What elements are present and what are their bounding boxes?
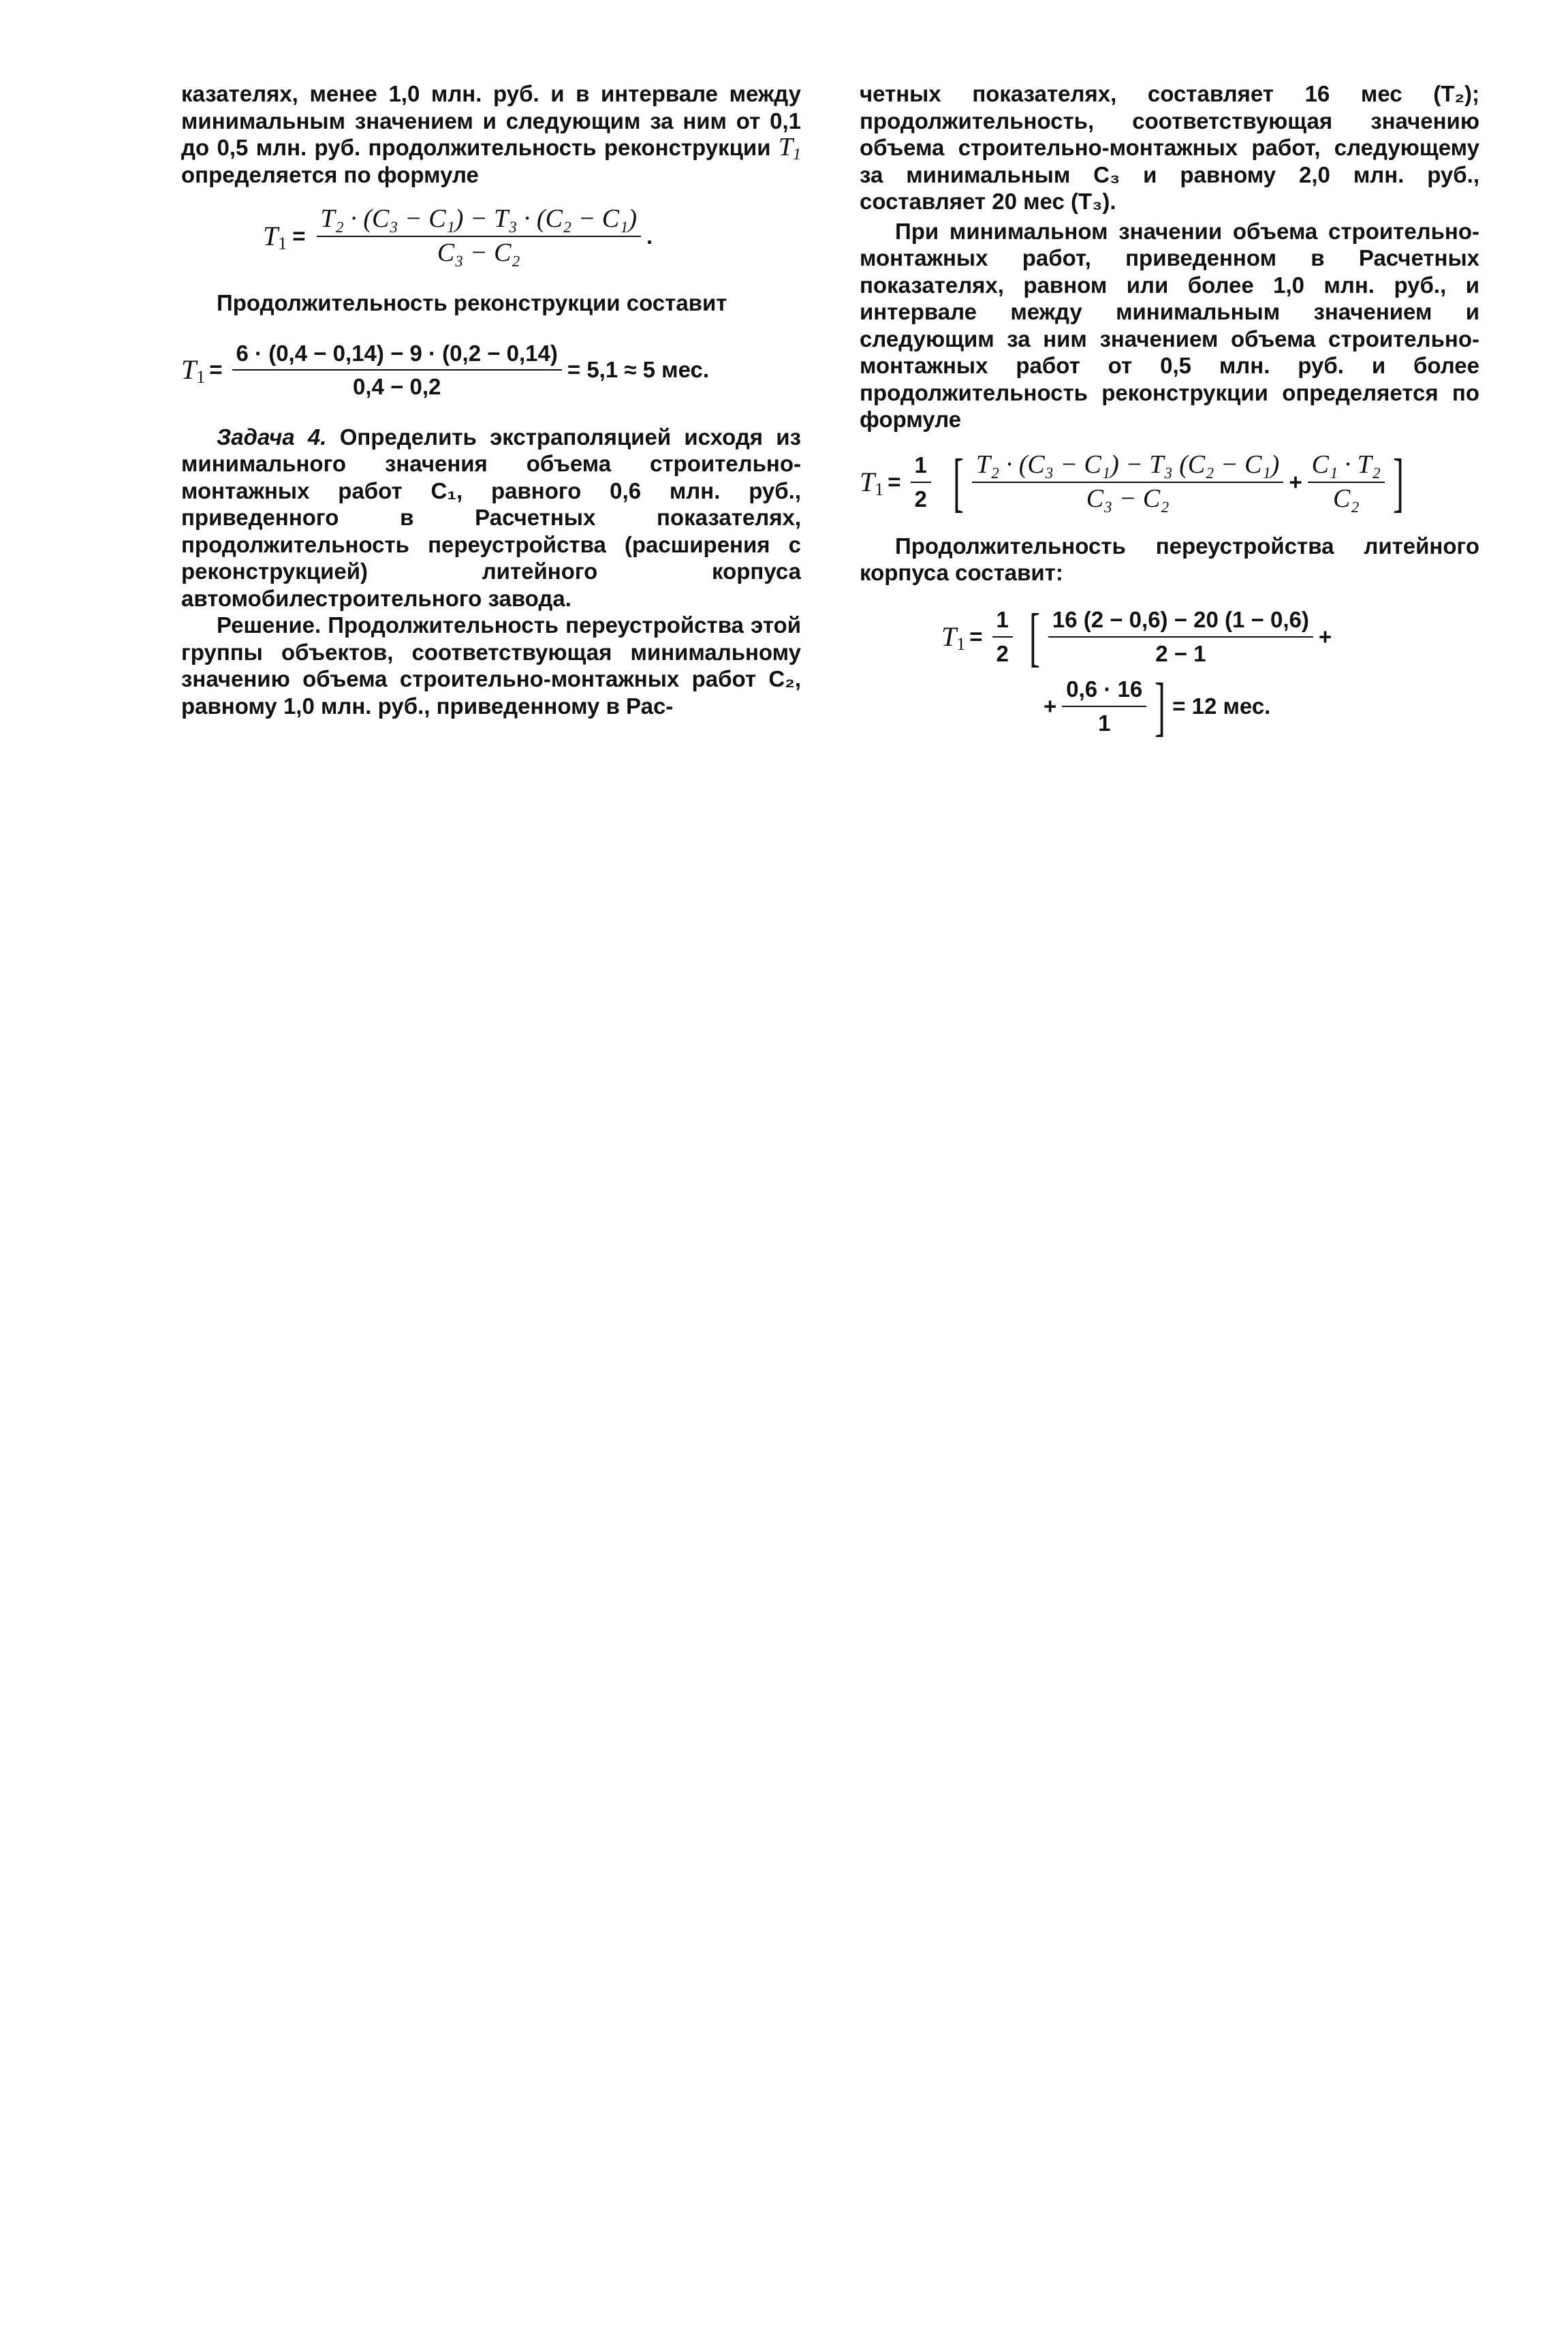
formula-1-lhs: $T_1$ [263, 220, 287, 253]
formula-1-eq: = [292, 223, 306, 249]
paragraph-intro-text: казателях, менее 1,0 млн. руб. и в интервале между минимальным значением и следующим за ним от 0,1 до 0,5 млн. руб. продолжительность реконструкции [181, 81, 801, 160]
formula-4-continuation [1044, 669, 1479, 742]
formula-2-lhs: $T_1$ [181, 354, 206, 388]
formula-1-numerator: T₂ · (C₃ − C₁) − T₃ · (C₂ − C₁) [317, 206, 641, 237]
formula-1-denominator: C₃ − C₂ [437, 238, 520, 267]
left-column [181, 80, 801, 719]
paragraph-rule: При минимальном значении объема строительно-монтажных работ, приведенном в Расчетных показателях, равном или более 1,0 млн. руб., и интервале между минимальным значением и следующим за ним значением объема строительно-монтажных работ от 0,5 млн. руб. и более продолжительность реконструкции определяется по формуле [860, 218, 1479, 432]
right-column [860, 80, 1479, 742]
paragraph-intro-tail: определяется по формуле [181, 161, 479, 187]
right-bracket: ] [1155, 669, 1166, 742]
formula-1-period: . [646, 223, 653, 249]
paragraph-continued: четных показателях, составляет 16 мес (T₂); продолжительность, соответствующая значению объема строительно-монтажных работ, следующему за минимальным C₃ и равному 2,0 млн. руб., составляет 20 мес (T₃). [860, 81, 1479, 214]
formula-4-denominator: 2 − 1 [1155, 640, 1206, 666]
right-bracket: ] [1393, 445, 1404, 518]
formula-2-result: = 5,1 ≈ 5 мес. [567, 357, 710, 383]
formula-4-numerator: 16 (2 − 0,6) − 20 (1 − 0,6) [1048, 606, 1313, 638]
formula-3-plus: + [1289, 469, 1302, 495]
formula-4-main-fraction [1048, 606, 1313, 667]
formula-2 [181, 340, 801, 401]
solution-text: Продолжительность переустройства этой группы объектов, соответствующая минимальному значению объема строительно-монтажных работ C₂, равному 1,0 млн. руб., приведенному в Рас- [181, 612, 801, 719]
left-bracket: [ [952, 445, 964, 518]
formula-3-main-fraction [972, 452, 1283, 512]
formula-2-eq: = [209, 357, 223, 383]
task-4-label: Задача 4. [217, 424, 327, 450]
paragraph-solution [181, 612, 801, 719]
paragraph-result-intro: Продолжительность реконструкции составит [217, 290, 727, 315]
formula-4-lhs: $T_1$ [941, 621, 966, 654]
formula-3 [860, 445, 1479, 518]
formula-3-second-fraction: $\frac{\text{C₁ · T₂}}{\text{C₂}}$ [1308, 452, 1385, 512]
formula-4-plus: + [1318, 623, 1332, 649]
var-t1: $T_1$ [778, 133, 801, 163]
formula-1-fraction [317, 206, 641, 266]
paragraph-task-4 [181, 424, 801, 612]
paragraph-result-2-intro: Продолжительность переустройства литейного корпуса составит: [860, 533, 1479, 585]
formula-3-denominator: C₃ − C₂ [1086, 484, 1170, 513]
formula-3-eq: = [888, 469, 901, 495]
formula-2-denominator: 0,4 − 0,2 [353, 374, 441, 399]
formula-1 [263, 206, 801, 266]
solution-label: Решение. [217, 612, 322, 638]
formula-4-eq: = [969, 623, 983, 649]
paragraph-intro [181, 80, 801, 188]
formula-4-half: $\frac{1}{2}$ [992, 606, 1013, 667]
formula-3-half: $\frac{1}{2}$ [911, 452, 931, 512]
formula-4 [941, 599, 1479, 673]
formula-3-lhs: $T_1$ [860, 466, 884, 499]
formula-2-numerator: 6 · (0,4 − 0,14) − 9 · (0,2 − 0,14) [232, 340, 562, 371]
formula-4-second-fraction: $\frac{0,6 \cdot 16}{1}$ [1062, 676, 1146, 736]
left-bracket: [ [1029, 599, 1040, 673]
formula-4-result: = 12 мес. [1172, 693, 1271, 719]
formula-4-plus-2: + [1044, 693, 1057, 719]
task-4-text: Определить экстраполяцией исходя из минимального значения объема строительно-монтажных работ C₁, равного 0,6 млн. руб., приведенного в Расчетных показателях, продолжительность переустройства (расширения с реконструкцией) литейного корпуса автомобилестроительного завода. [181, 424, 801, 611]
formula-3-numerator: T₂ · (C₃ − C₁) − T₃ (C₂ − C₁) [972, 452, 1283, 483]
formula-2-fraction [232, 340, 562, 401]
